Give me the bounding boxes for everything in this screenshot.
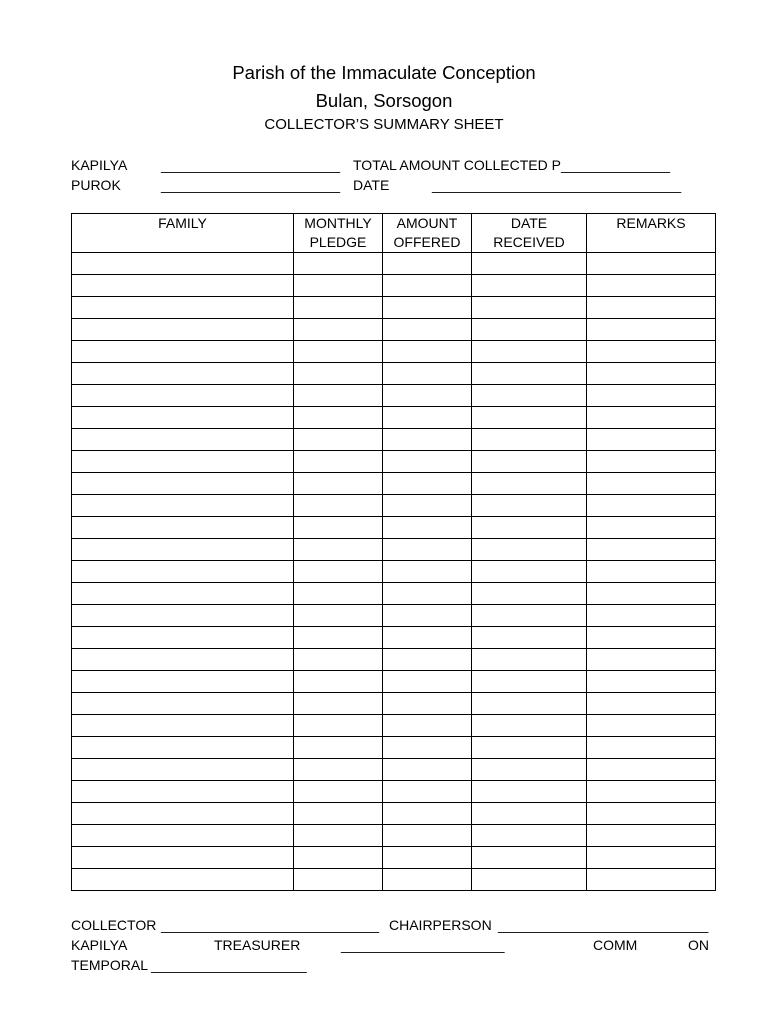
cell-monthly-pledge[interactable] (294, 341, 383, 363)
cell-date-received[interactable] (472, 341, 587, 363)
total-amount-field[interactable]: TOTAL AMOUNT COLLECTED P______________ (353, 157, 670, 173)
date-field[interactable]: ________________________________ (432, 177, 682, 193)
cell-family[interactable] (72, 429, 294, 451)
cell-remarks[interactable] (587, 473, 716, 495)
cell-remarks[interactable] (587, 275, 716, 297)
cell-date-received[interactable] (472, 275, 587, 297)
cell-amount-offered[interactable] (383, 737, 472, 759)
cell-monthly-pledge[interactable] (294, 429, 383, 451)
cell-family[interactable] (72, 825, 294, 847)
cell-remarks[interactable] (587, 715, 716, 737)
cell-date-received[interactable] (472, 253, 587, 275)
cell-remarks[interactable] (587, 253, 716, 275)
cell-amount-offered[interactable] (383, 363, 472, 385)
cell-amount-offered[interactable] (383, 715, 472, 737)
cell-date-received[interactable] (472, 693, 587, 715)
cell-remarks[interactable] (587, 759, 716, 781)
cell-date-received[interactable] (472, 297, 587, 319)
cell-amount-offered[interactable] (383, 803, 472, 825)
cell-family[interactable] (72, 473, 294, 495)
cell-date-received[interactable] (472, 539, 587, 561)
cell-date-received[interactable] (472, 737, 587, 759)
cell-monthly-pledge[interactable] (294, 847, 383, 869)
cell-amount-offered[interactable] (383, 781, 472, 803)
cell-family[interactable] (72, 297, 294, 319)
cell-date-received[interactable] (472, 451, 587, 473)
cell-amount-offered[interactable] (383, 759, 472, 781)
cell-monthly-pledge[interactable] (294, 451, 383, 473)
kapilya-treasurer-label: KAPILYA (71, 937, 128, 953)
cell-remarks[interactable] (587, 693, 716, 715)
cell-family[interactable] (72, 363, 294, 385)
purok-label: PUROK (71, 177, 121, 193)
table-row (72, 649, 716, 671)
cell-family[interactable] (72, 385, 294, 407)
cell-family[interactable] (72, 319, 294, 341)
cell-remarks[interactable] (587, 451, 716, 473)
cell-family[interactable] (72, 671, 294, 693)
cell-remarks[interactable] (587, 781, 716, 803)
cell-remarks[interactable] (587, 847, 716, 869)
cell-family[interactable] (72, 693, 294, 715)
cell-monthly-pledge[interactable] (294, 627, 383, 649)
cell-family[interactable] (72, 649, 294, 671)
cell-amount-offered[interactable] (383, 253, 472, 275)
cell-remarks[interactable] (587, 649, 716, 671)
cell-date-received[interactable] (472, 319, 587, 341)
cell-date-received[interactable] (472, 869, 587, 891)
cell-date-received[interactable] (472, 759, 587, 781)
chairperson-label: CHAIRPERSON (389, 917, 492, 933)
cell-amount-offered[interactable] (383, 605, 472, 627)
cell-monthly-pledge[interactable] (294, 715, 383, 737)
cell-monthly-pledge[interactable] (294, 407, 383, 429)
table-row (72, 781, 716, 803)
cell-amount-offered[interactable] (383, 275, 472, 297)
cell-amount-offered[interactable] (383, 671, 472, 693)
cell-monthly-pledge[interactable] (294, 319, 383, 341)
cell-remarks[interactable] (587, 517, 716, 539)
cell-date-received[interactable] (472, 627, 587, 649)
cell-remarks[interactable] (587, 297, 716, 319)
cell-date-received[interactable] (472, 605, 587, 627)
table-row (72, 451, 716, 473)
cell-family[interactable] (72, 539, 294, 561)
table-row (72, 495, 716, 517)
cell-remarks[interactable] (587, 319, 716, 341)
col-amount-offered-header: AMOUNT OFFERED (383, 214, 472, 253)
cell-amount-offered[interactable] (383, 429, 472, 451)
table-row (72, 869, 716, 891)
parish-title: Parish of the Immaculate Conception (232, 62, 536, 83)
cell-remarks[interactable] (587, 583, 716, 605)
cell-remarks[interactable] (587, 407, 716, 429)
treasurer-label: TREASURER (214, 937, 301, 953)
cell-amount-offered[interactable] (383, 319, 472, 341)
table-row (72, 693, 716, 715)
collector-field[interactable]: ____________________________ (161, 917, 380, 933)
cell-amount-offered[interactable] (383, 825, 472, 847)
cell-amount-offered[interactable] (383, 649, 472, 671)
cell-monthly-pledge[interactable] (294, 297, 383, 319)
cell-amount-offered[interactable] (383, 473, 472, 495)
cell-date-received[interactable] (472, 517, 587, 539)
cell-family[interactable] (72, 341, 294, 363)
cell-family[interactable] (72, 495, 294, 517)
cell-amount-offered[interactable] (383, 583, 472, 605)
cell-amount-offered[interactable] (383, 693, 472, 715)
chairperson-field[interactable]: ___________________________ (498, 917, 709, 933)
table-row (72, 341, 716, 363)
cell-family[interactable] (72, 781, 294, 803)
table-row (72, 715, 716, 737)
table-row (72, 275, 716, 297)
table-row (72, 429, 716, 451)
cell-family[interactable] (72, 605, 294, 627)
cell-date-received[interactable] (472, 715, 587, 737)
cell-amount-offered[interactable] (383, 561, 472, 583)
cell-monthly-pledge[interactable] (294, 561, 383, 583)
sheet-title: COLLECTOR’S SUMMARY SHEET (264, 116, 504, 133)
cell-family[interactable] (72, 583, 294, 605)
table-row (72, 539, 716, 561)
cell-date-received[interactable] (472, 473, 587, 495)
table-row (72, 759, 716, 781)
cell-family[interactable] (72, 759, 294, 781)
cell-remarks[interactable] (587, 825, 716, 847)
kapilya-label: KAPILYA (71, 157, 128, 173)
date-label: DATE (353, 177, 390, 193)
cell-monthly-pledge[interactable] (294, 803, 383, 825)
cell-remarks[interactable] (587, 363, 716, 385)
purok-field[interactable]: _______________________ (161, 177, 341, 193)
cell-date-received[interactable] (472, 429, 587, 451)
table-row (72, 583, 716, 605)
cell-family[interactable] (72, 275, 294, 297)
cell-remarks[interactable] (587, 429, 716, 451)
table-row (72, 847, 716, 869)
cell-family[interactable] (72, 517, 294, 539)
cell-family[interactable] (72, 561, 294, 583)
cell-date-received[interactable] (472, 561, 587, 583)
cell-monthly-pledge[interactable] (294, 363, 383, 385)
cell-amount-offered[interactable] (383, 539, 472, 561)
table-row (72, 297, 716, 319)
cell-monthly-pledge[interactable] (294, 539, 383, 561)
cell-remarks[interactable] (587, 539, 716, 561)
cell-date-received[interactable] (472, 649, 587, 671)
cell-family[interactable] (72, 737, 294, 759)
table-row (72, 385, 716, 407)
table-row (72, 605, 716, 627)
cell-amount-offered[interactable] (383, 517, 472, 539)
cell-family[interactable] (72, 253, 294, 275)
kapilya-field[interactable]: _______________________ (161, 157, 341, 173)
cell-amount-offered[interactable] (383, 385, 472, 407)
cell-date-received[interactable] (472, 825, 587, 847)
cell-amount-offered[interactable] (383, 407, 472, 429)
cell-remarks[interactable] (587, 385, 716, 407)
cell-amount-offered[interactable] (383, 297, 472, 319)
treasurer-field[interactable]: _____________________ (341, 937, 505, 953)
temporal-field[interactable]: ____________________ (151, 957, 307, 973)
table-row (72, 473, 716, 495)
table-row (72, 803, 716, 825)
cell-monthly-pledge[interactable] (294, 671, 383, 693)
table-row (72, 561, 716, 583)
cell-date-received[interactable] (472, 671, 587, 693)
cell-date-received[interactable] (472, 847, 587, 869)
table-row (72, 671, 716, 693)
table-row (72, 407, 716, 429)
cell-remarks[interactable] (587, 341, 716, 363)
col-date-received-header: DATE RECEIVED (472, 214, 587, 253)
cell-monthly-pledge[interactable] (294, 583, 383, 605)
cell-monthly-pledge[interactable] (294, 759, 383, 781)
cell-amount-offered[interactable] (383, 451, 472, 473)
summary-table (71, 213, 716, 891)
table-row (72, 627, 716, 649)
cell-remarks[interactable] (587, 561, 716, 583)
cell-family[interactable] (72, 451, 294, 473)
temporal-label: TEMPORAL (71, 957, 149, 973)
cell-monthly-pledge[interactable] (294, 253, 383, 275)
table-row (72, 825, 716, 847)
cell-monthly-pledge[interactable] (294, 693, 383, 715)
comm-label: COMM (593, 937, 638, 953)
cell-monthly-pledge[interactable] (294, 495, 383, 517)
on-label: ON (688, 937, 709, 953)
cell-amount-offered[interactable] (383, 847, 472, 869)
cell-remarks[interactable] (587, 495, 716, 517)
cell-monthly-pledge[interactable] (294, 473, 383, 495)
cell-family[interactable] (72, 869, 294, 891)
cell-family[interactable] (72, 803, 294, 825)
cell-remarks[interactable] (587, 627, 716, 649)
cell-monthly-pledge[interactable] (294, 825, 383, 847)
cell-family[interactable] (72, 715, 294, 737)
cell-monthly-pledge[interactable] (294, 605, 383, 627)
cell-monthly-pledge[interactable] (294, 649, 383, 671)
cell-monthly-pledge[interactable] (294, 869, 383, 891)
parish-location: Bulan, Sorsogon (315, 90, 453, 111)
cell-date-received[interactable] (472, 583, 587, 605)
table-row (72, 253, 716, 275)
cell-amount-offered[interactable] (383, 495, 472, 517)
cell-date-received[interactable] (472, 385, 587, 407)
table-row (72, 517, 716, 539)
cell-family[interactable] (72, 847, 294, 869)
cell-monthly-pledge[interactable] (294, 781, 383, 803)
cell-date-received[interactable] (472, 495, 587, 517)
cell-family[interactable] (72, 407, 294, 429)
cell-amount-offered[interactable] (383, 341, 472, 363)
col-monthly-pledge-header: MONTHLY PLEDGE (294, 214, 383, 253)
cell-amount-offered[interactable] (383, 627, 472, 649)
collector-label: COLLECTOR (71, 917, 157, 933)
cell-date-received[interactable] (472, 781, 587, 803)
cell-monthly-pledge[interactable] (294, 385, 383, 407)
cell-date-received[interactable] (472, 407, 587, 429)
cell-date-received[interactable] (472, 363, 587, 385)
cell-date-received[interactable] (472, 803, 587, 825)
table-row (72, 363, 716, 385)
col-family-header: FAMILY (72, 214, 294, 253)
cell-monthly-pledge[interactable] (294, 275, 383, 297)
cell-remarks[interactable] (587, 803, 716, 825)
table-row (72, 737, 716, 759)
cell-amount-offered[interactable] (383, 869, 472, 891)
col-remarks-header: REMARKS (587, 214, 716, 253)
table-header-row (72, 214, 716, 253)
cell-remarks[interactable] (587, 671, 716, 693)
cell-remarks[interactable] (587, 737, 716, 759)
cell-remarks[interactable] (587, 869, 716, 891)
cell-remarks[interactable] (587, 605, 716, 627)
cell-monthly-pledge[interactable] (294, 737, 383, 759)
cell-family[interactable] (72, 627, 294, 649)
table-row (72, 319, 716, 341)
cell-monthly-pledge[interactable] (294, 517, 383, 539)
